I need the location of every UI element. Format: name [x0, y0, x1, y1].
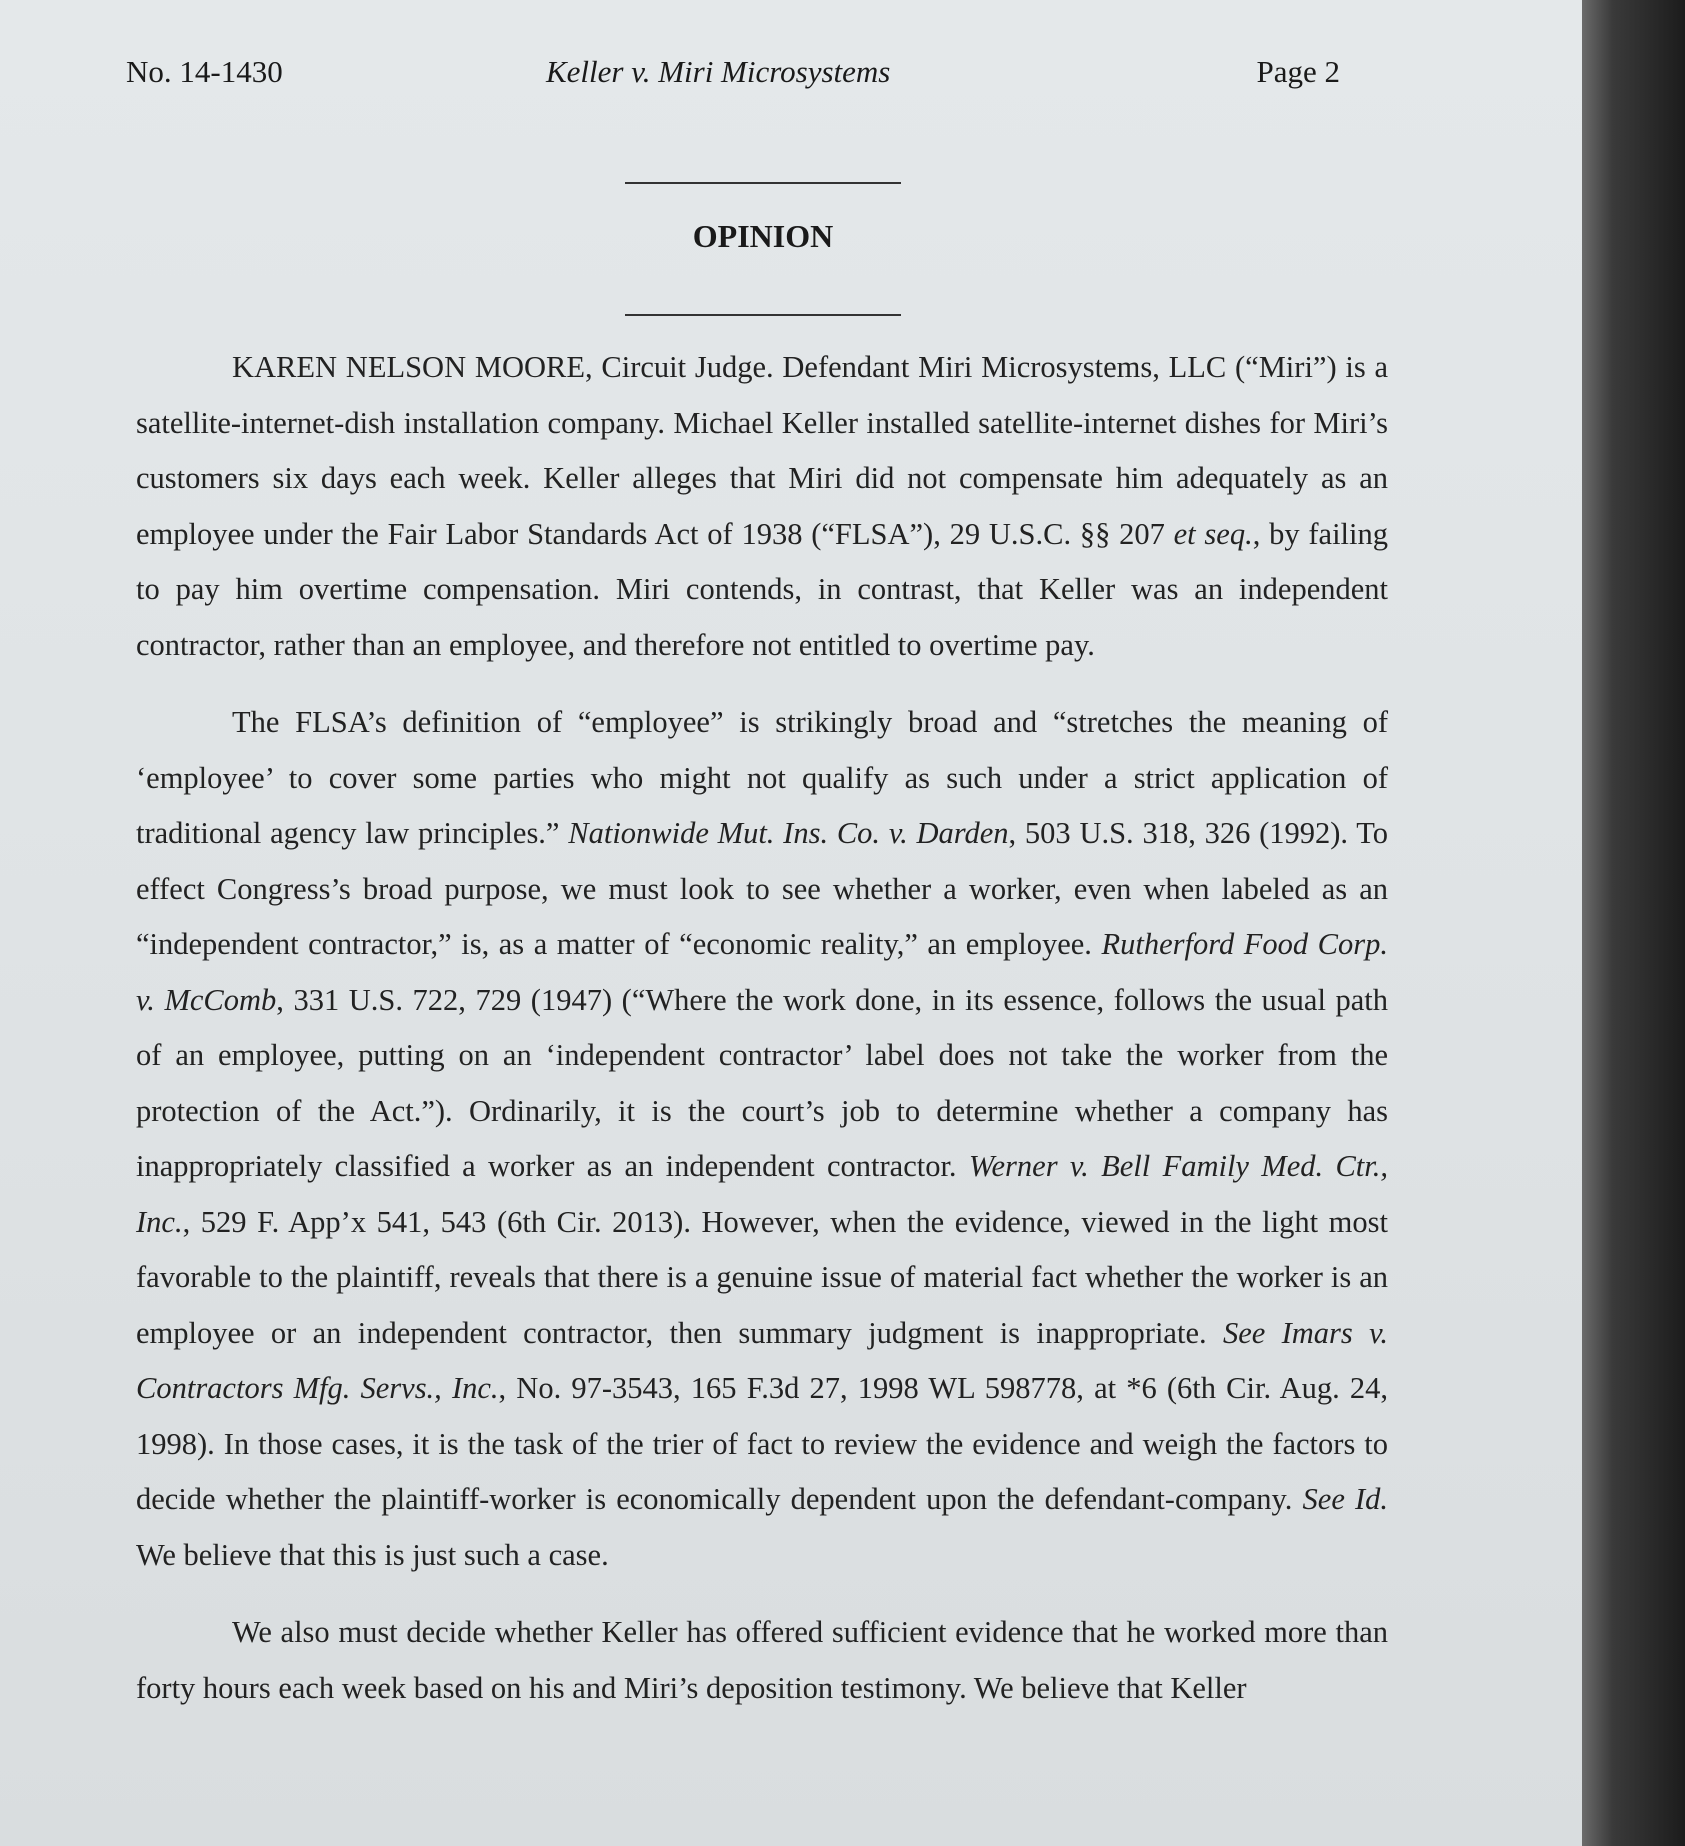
case-number: No. 14-1430 — [126, 54, 283, 89]
paragraph-2 — [136, 695, 1388, 1583]
divider-bottom — [625, 314, 901, 316]
p2-text-k: We believe that this is just such a case. — [136, 1537, 609, 1572]
case-title: Keller v. Miri Microsystems — [546, 54, 891, 89]
p3-text-a: We also must decide whether Keller has offered sufficient evidence that he worked more than forty hours each week based on his and Miri’s deposition testimony. We believe that Keller — [136, 1615, 1388, 1705]
citation-imars: See Imars v. Contractors Mfg. Servs., Inc. — [136, 1315, 1388, 1405]
p1-text-c: , by failing to pay him overtime compensation. Miri contends, in contrast, that Keller was an independent contractor, rather than an employee, and therefore not entitled to overtime pay. — [136, 516, 1389, 662]
p2-text-i: , No. 97-3543, 165 F.3d 27, 1998 WL 598778, at *6 (6th Cir. Aug. 24, 1998). In those cases, it is the task of the trier of fact to review the evidence and weigh the factors to decide whether the plaintiff-worker is economically dependent upon the defendant-company. — [136, 1371, 1388, 1516]
citation-darden: Nationwide Mut. Ins. Co. v. Darden — [568, 816, 1009, 850]
p1-text-a: KAREN NELSON MOORE, Circuit Judge. Defendant Miri Microsystems, LLC (“Miri”) is a satellite-internet-dish installation company. Michael Keller installed satellite-internet dishes for Miri’s customers six days each week. Keller alleges that Miri did not compensate him adequately as an employee under the Fair Labor Standards Act of 1938 (“FLSA”), 29 U.S.C. §§ 207 — [136, 350, 1388, 551]
p1-italic-et-seq: et seq. — [1173, 516, 1253, 551]
opinion-body — [136, 340, 1388, 1738]
p2-text-g: , 529 F. App’x 541, 543 (6th Cir. 2013). However, when the evidence, viewed in the light most favorable to the plaintiff, reveals that there is a genuine issue of material fact whether the worker is an employee or an independent contractor, then summary judgment is inappropriate. — [136, 1204, 1388, 1350]
paragraph-3 — [136, 1605, 1388, 1716]
p2-text-e: , 331 U.S. 722, 729 (1947) (“Where the work done, in its essence, follows the usual path of an employee, putting on an ‘independent contractor’ label does not take the worker from the protection of the Act.”). Ordinarily, it is the court’s job to determine whether a company has inappropriately classified a worker as an independent contractor. — [136, 982, 1388, 1183]
opinion-heading: OPINION — [692, 218, 834, 254]
citation-werner: Werner v. Bell Family Med. Ctr., Inc. — [136, 1149, 1389, 1239]
page-number: Page 2 — [1256, 54, 1340, 89]
citation-see-id: See Id. — [1302, 1482, 1389, 1516]
paragraph-1 — [136, 340, 1388, 673]
monitor-bezel — [1582, 0, 1685, 1846]
p2-text-a: The FLSA’s definition of “employee” is strikingly broad and “stretches the meaning of ‘employee’ to cover some parties who might not qualify as such under a strict application of traditional agency law principles.” — [136, 705, 1388, 850]
divider-top — [625, 182, 901, 184]
p2-text-c: , 503 U.S. 318, 326 (1992). To effect Congress’s broad purpose, we must look to see whether a worker, even when labeled as an “independent contractor,” is, as a matter of “economic reality,” an employee. — [136, 816, 1388, 961]
page-header — [126, 48, 1340, 96]
citation-rutherford: Rutherford Food Corp. v. McComb — [136, 927, 1388, 1017]
